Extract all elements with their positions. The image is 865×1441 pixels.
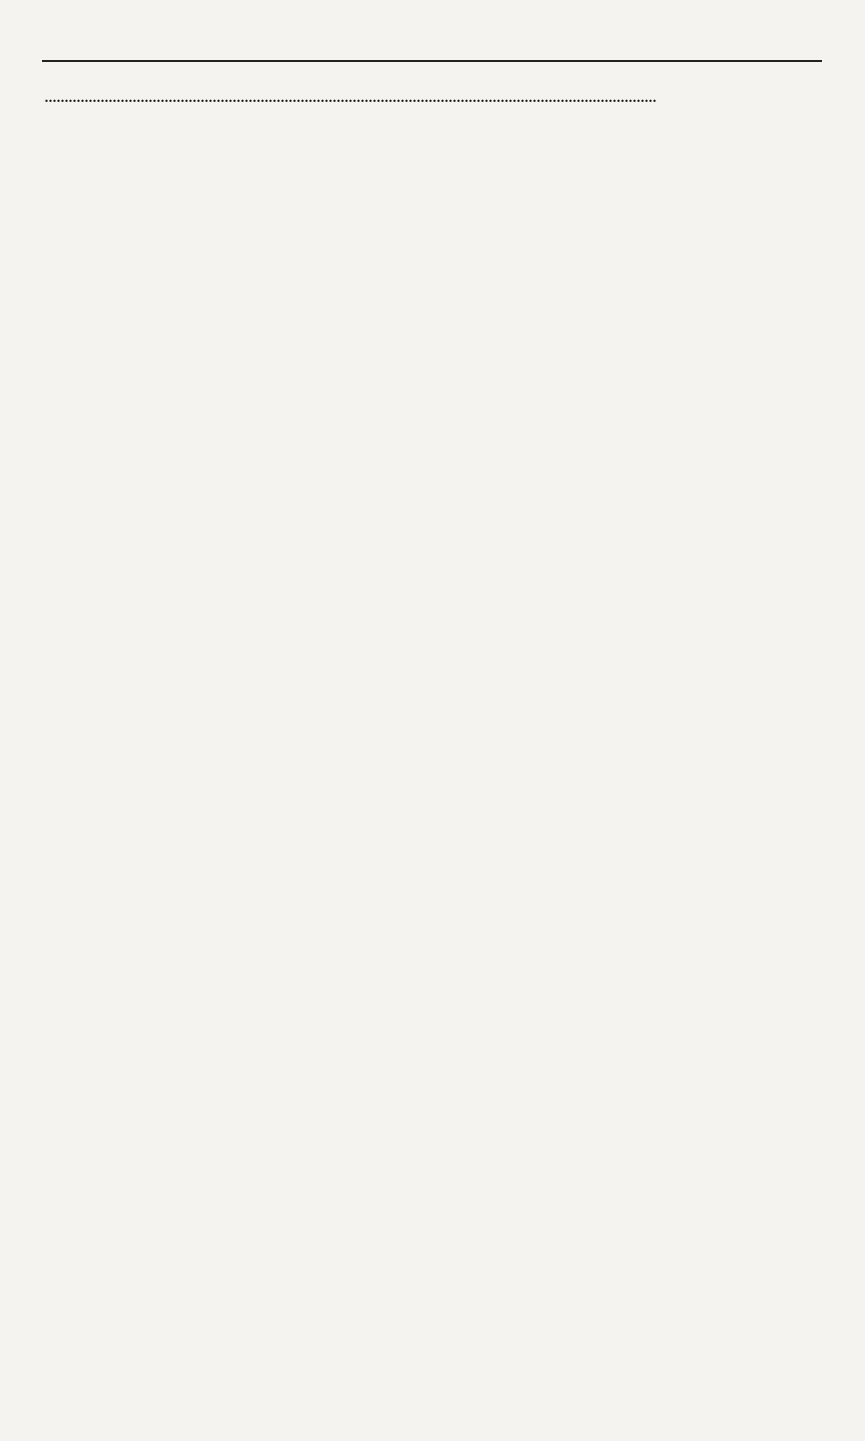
header-rule — [42, 60, 822, 62]
toc-chapter-entry — [42, 78, 816, 112]
running-header — [42, 22, 822, 56]
toc-leader-dots — [44, 78, 812, 112]
